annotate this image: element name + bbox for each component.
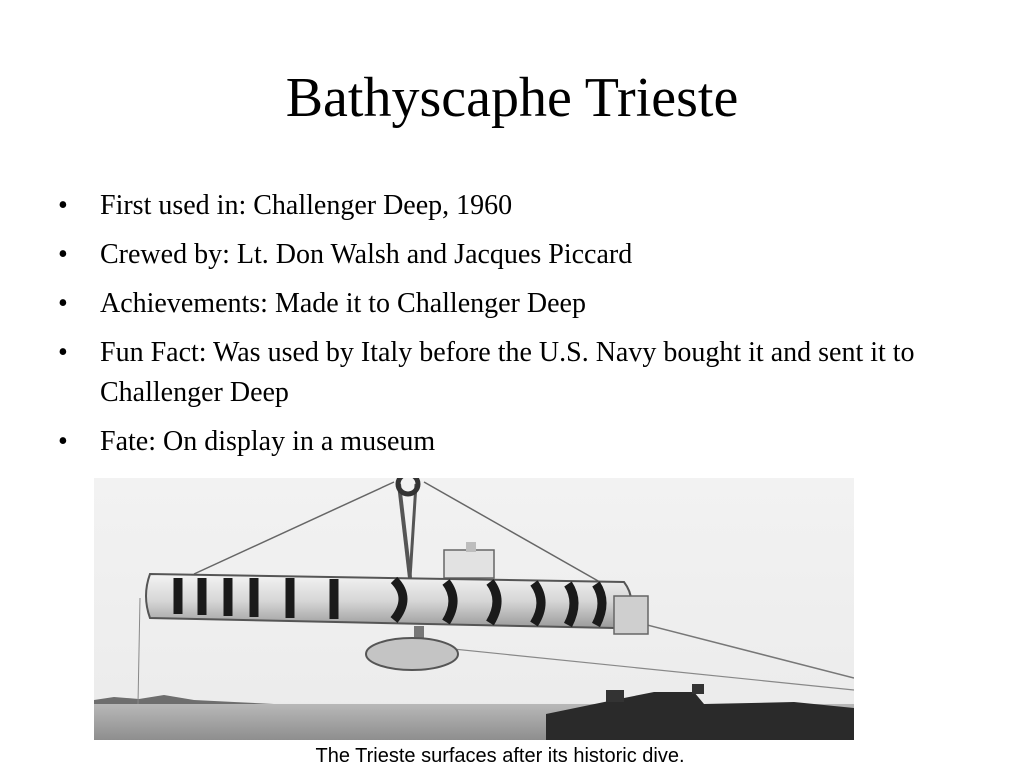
photo-caption: The Trieste surfaces after its historic dive. bbox=[315, 745, 685, 767]
bullet-dot: • bbox=[58, 190, 68, 221]
bullet-text: Fun Fact: Was used by Italy before the U.S. Navy bought it and sent it to Challenger Deep bbox=[100, 337, 915, 408]
bullet-text: First used in: Challenger Deep, 1960 bbox=[100, 190, 513, 221]
bullet-dot: • bbox=[58, 337, 68, 368]
bullet-item bbox=[58, 186, 958, 226]
bullet-dot: • bbox=[58, 288, 68, 319]
bullet-dot: • bbox=[58, 239, 68, 270]
bullet-item bbox=[58, 333, 958, 413]
bullet-item bbox=[58, 235, 958, 275]
bullet-item bbox=[58, 422, 958, 462]
bullet-text: Achievements: Made it to Challenger Deep bbox=[100, 288, 586, 319]
bullet-dot: • bbox=[58, 426, 68, 457]
bathyscaphe-photo-icon bbox=[94, 478, 854, 740]
slide-title: Bathyscaphe Trieste bbox=[285, 67, 739, 129]
bullet-text: Fate: On display in a museum bbox=[100, 426, 436, 457]
bullet-item bbox=[58, 284, 958, 324]
bullet-text: Crewed by: Lt. Don Walsh and Jacques Piccard bbox=[100, 239, 633, 270]
bathyscaphe-photo bbox=[94, 478, 854, 740]
bullet-list bbox=[58, 186, 958, 471]
